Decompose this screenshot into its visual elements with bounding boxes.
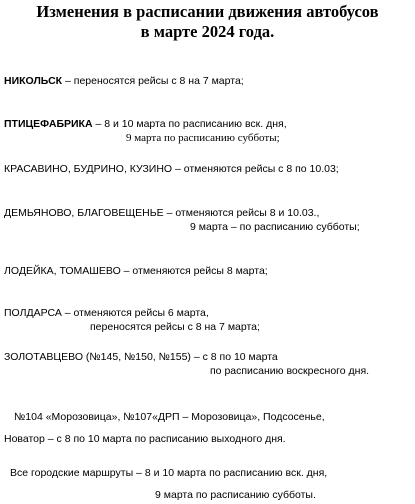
notice-morozovitsa-text-1: №104 «Морозовица», №107«ДРП – Морозовица», Подсосенье, bbox=[14, 411, 325, 423]
notice-ptitsefabrika bbox=[4, 117, 287, 131]
notice-morozovitsa-text-2: Новатор – с 8 по 10 марта по расписанию выходного дня. bbox=[4, 433, 286, 445]
notice-city-text-2: 9 марта по расписанию субботы. bbox=[155, 489, 316, 501]
notice-city-text-1: Все городские маршруты – 8 и 10 марта по расписанию вск. дня, bbox=[10, 467, 328, 479]
notice-demyanovo-text-2: 9 марта – по расписанию субботы; bbox=[190, 221, 360, 233]
notice-poldarsa-text-1: ПОЛДАРСА – отменяются рейсы 6 марта, bbox=[4, 307, 209, 319]
notice-nikolsk bbox=[4, 74, 244, 88]
notice-zolotavtsevo-text-1: ЗОЛОТАВЦЕВО (№145, №150, №155) – с 8 по 10 марта bbox=[4, 351, 278, 363]
page-title-line-1: Изменения в расписании движения автобусов bbox=[36, 2, 379, 21]
notice-ptitsefabrika-name: ПТИЦЕФАБРИКА bbox=[4, 118, 93, 130]
notice-nikolsk-text: – переносятся рейсы с 8 на 7 марта; bbox=[62, 75, 244, 87]
notice-nikolsk-name: НИКОЛЬСК bbox=[4, 75, 63, 87]
notice-ptitsefabrika-text-2: 9 марта по расписанию субботы; bbox=[126, 132, 280, 144]
page-title-line-2: в марте 2024 года. bbox=[140, 22, 275, 41]
notice-poldarsa-text-2: переносятся рейсы с 8 на 7 марта; bbox=[90, 321, 260, 333]
notice-krasavino: КРАСАВИНО, БУДРИНО, КУЗИНО – отменяются рейсы с 8 по 10.03; bbox=[4, 163, 339, 175]
notice-ptitsefabrika-text-1: – 8 и 10 марта по расписанию вск. дня, bbox=[92, 118, 287, 130]
notice-demyanovo-text-1: ДЕМЬЯНОВО, БЛАГОВЕЩЕНЬЕ – отменяются рейсы 8 и 10.03., bbox=[4, 207, 320, 219]
notice-zolotavtsevo-text-2: по расписанию воскресного дня. bbox=[210, 365, 370, 377]
notice-lodeyka: ЛОДЕЙКА, ТОМАШЕВО – отменяются рейсы 8 марта; bbox=[4, 265, 268, 277]
